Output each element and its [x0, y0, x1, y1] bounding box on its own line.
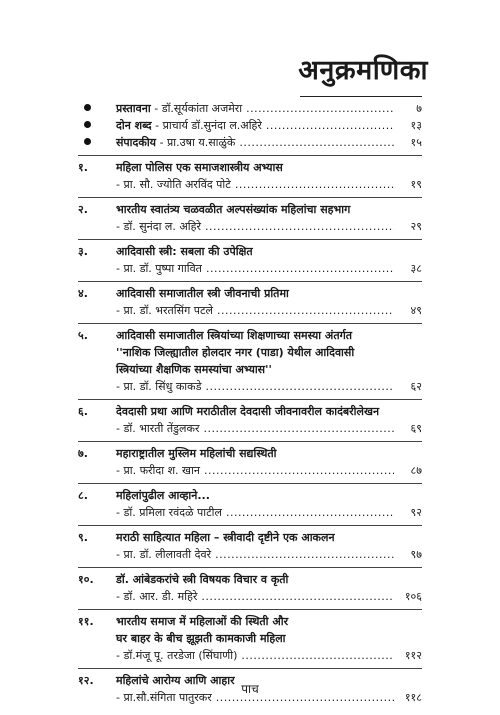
entry-author: - डॉ.मंजू पू. तरडेजा (सिंघाणी) .....	[78, 647, 394, 664]
intro-row	[78, 100, 422, 117]
entry-author: - प्रा. सौ. ज्योति अरविंद पोटे .....	[78, 176, 394, 193]
page-number: ९२	[410, 506, 422, 519]
toc-entry	[78, 610, 422, 669]
entry-author: - प्रा.सौ.संगिता पातुरकर .....	[78, 689, 394, 706]
entry-author: - प्रा. डॉ. भरतसिंग पटले .....	[78, 302, 394, 319]
table-of-contents	[78, 96, 422, 707]
intro-row	[78, 134, 422, 151]
toc-entry	[78, 240, 422, 282]
entry-author: - प्रा. डॉ. सिंधु काकडे .....	[78, 378, 394, 395]
entry-author: - डॉ. सुनंदा ल. अहिरे .....	[78, 218, 394, 235]
entry-title: घर बाहर के बीच झूझती कामकाजी महिला	[116, 632, 286, 645]
page-number: ८७	[410, 464, 422, 477]
intro-label: दोन शब्द	[116, 119, 152, 132]
toc-entry	[78, 442, 422, 484]
entry-title: आदिवासी समाजातील स्त्री जीवनाची प्रतिमा	[116, 287, 289, 300]
entry-title: स्त्रियांच्या शैक्षणिक समस्यांचा अभ्यास''	[116, 363, 272, 376]
bullet-icon	[78, 100, 116, 117]
page-number: ७	[416, 102, 422, 115]
page-number: १५	[410, 136, 422, 149]
entry-number: ९.	[78, 531, 88, 544]
entry-title: आदिवासी स्त्री: सबला की उपेक्षित	[116, 245, 253, 258]
entry-title: मराठी साहित्यात महिला – स्त्रीवादी दृष्टीने एक आकलन	[116, 531, 335, 544]
entry-title: महिला पोलिस एक समाजशास्त्रीय अभ्यास	[116, 161, 283, 174]
toc-entry	[78, 282, 422, 324]
toc-entry	[78, 400, 422, 442]
entry-title: देवदासी प्रथा आणि मराठीतील देवदासी जीवनावरील कादंबरीलेखन	[116, 405, 380, 418]
entry-number: ५.	[78, 329, 88, 342]
toc-entry	[78, 324, 422, 400]
entry-number: ७.	[78, 447, 88, 460]
entry-number: ११.	[78, 615, 94, 628]
entry-author: - डॉ. भारती तेंडुलकर .....	[78, 420, 394, 437]
entry-number: ३.	[78, 245, 88, 258]
page-number: ४९	[410, 304, 422, 317]
page-number: ६९	[410, 422, 422, 435]
toc-entry	[78, 568, 422, 610]
page-number: ११२	[404, 649, 422, 662]
toc-entry	[78, 526, 422, 568]
intro-author: - प्राचार्य डॉ.सुनंदा ल.अहिरे .....	[152, 117, 394, 134]
intro-author: - डॉ.सूर्यकांता अजमेरा .....	[151, 100, 394, 117]
intro-block	[78, 96, 422, 156]
entry-title: ''नाशिक जिल्ह्यातील होलदार नगर (पाडा) येथील आदिवासी	[116, 346, 355, 359]
page-number: १९	[410, 178, 422, 191]
entry-author: - प्रा. फरीदा श. खान .....	[78, 462, 394, 479]
entry-title: महाराष्ट्रातील मुस्लिम महिलांची सद्यस्थिती	[116, 447, 277, 460]
page-number: ६२	[410, 380, 422, 393]
intro-label: प्रस्तावना	[116, 102, 151, 115]
page-number: ११८	[404, 691, 422, 704]
bullet-icon	[78, 134, 116, 151]
entry-number: १.	[78, 161, 88, 174]
page-number: १०६	[404, 590, 422, 603]
entry-title: आदिवासी समाजातील स्त्रियांच्या शिक्षणाच्या समस्या अंतर्गत	[116, 329, 353, 342]
entry-title: महिलांचे आरोग्य आणि आहार	[116, 674, 235, 687]
entry-author: - डॉ. आर. डी. महिरे .....	[78, 588, 394, 605]
entry-number: १०.	[78, 573, 94, 586]
page-footer: पाच	[241, 682, 259, 696]
entry-author: - प्रा. डॉ. लीलावती देवरे .....	[78, 546, 394, 563]
entry-title: डॉ. आंबेडकरांचे स्त्री विषयक विचार व कृती	[116, 573, 289, 586]
page-number: ३८	[410, 262, 422, 275]
intro-label: संपादकीय	[116, 136, 157, 149]
page-number: २९	[410, 220, 422, 233]
entry-number: १२.	[78, 674, 94, 687]
toc-entry	[78, 156, 422, 198]
entry-author: - प्रा. डॉ. पुष्पा गावित .....	[78, 260, 394, 277]
entry-title: भारतीय समाज में महिलाओं की स्थिती और	[116, 615, 289, 628]
entry-number: २.	[78, 203, 88, 216]
toc-entry	[78, 484, 422, 526]
entry-author: - डॉ. प्रमिला रवंदळे पाटील .....	[78, 504, 394, 521]
bullet-icon	[78, 117, 116, 134]
entry-title: महिलांपुढील आव्हाने...	[116, 489, 210, 502]
page-title: अनुक्रमणिका	[298, 55, 428, 86]
toc-entry	[78, 198, 422, 240]
intro-author: - प्रा.उषा य.साळुंके .....	[156, 134, 394, 151]
page-number: ९७	[410, 548, 422, 561]
entry-title: भारतीय स्वातंत्र्य चळवळीत अल्पसंख्यांक महिलांचा सहभाग	[116, 203, 351, 216]
entry-number: ८.	[78, 489, 88, 502]
entry-number: ४.	[78, 287, 88, 300]
page-number: १३	[410, 119, 422, 132]
entry-number: ६.	[78, 405, 88, 418]
intro-row	[78, 117, 422, 134]
